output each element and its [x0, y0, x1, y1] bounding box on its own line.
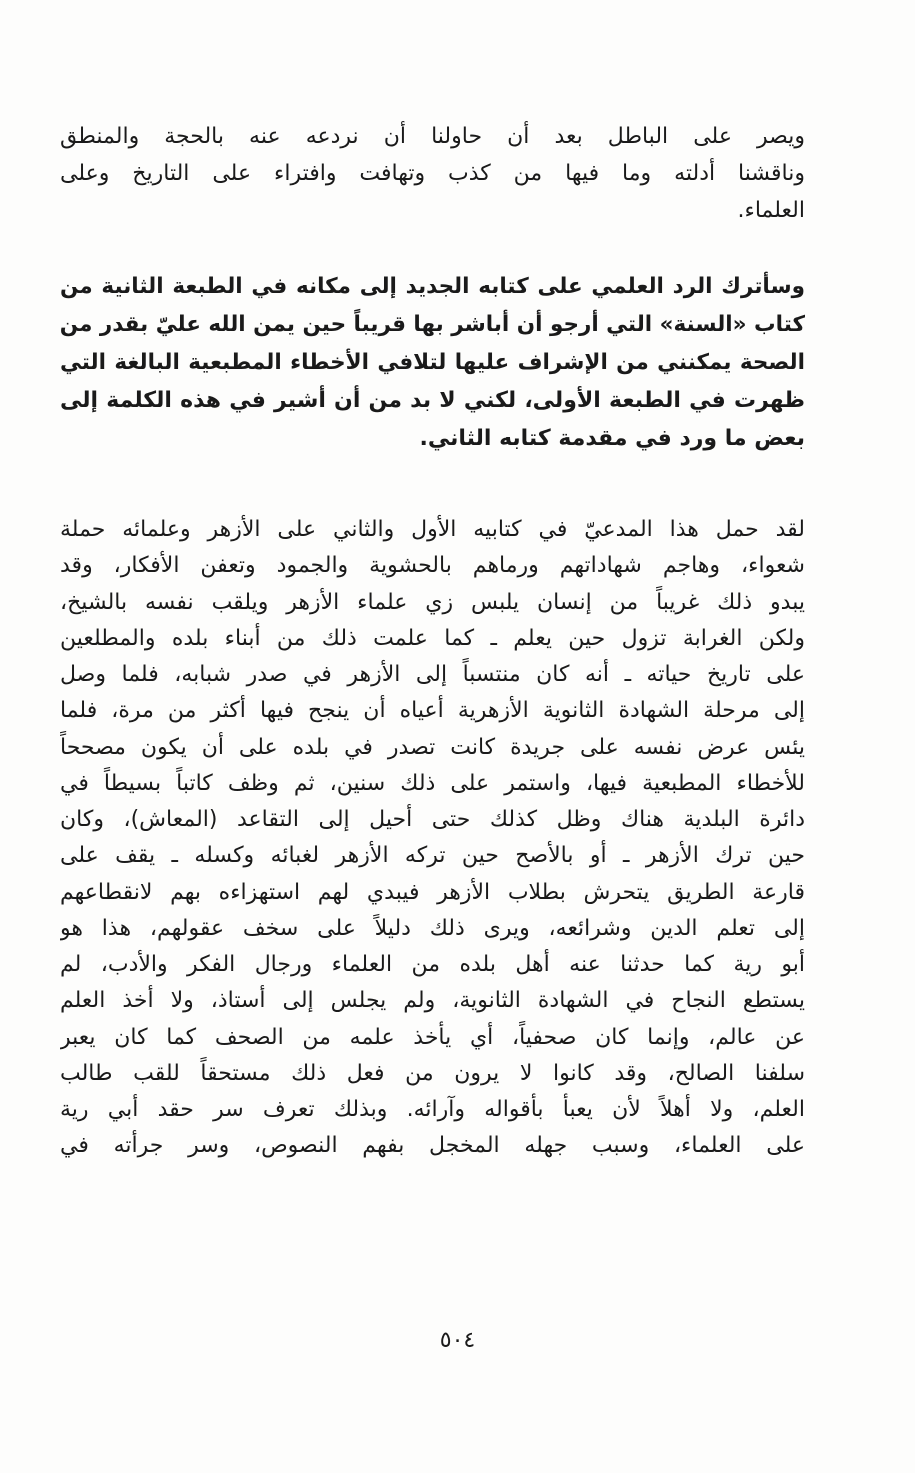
text-line: حين ترك الأزهر ـ أو بالأصح حين تركه الأزهر لغبائه وكسله ـ يقف على	[60, 843, 805, 869]
paragraph-1	[60, 118, 805, 229]
text-line: العلماء.	[737, 198, 805, 223]
text-line: على العلماء، وسبب جهله المخجل بفهم النصوص، وسر جرأته في	[60, 1133, 805, 1159]
text-line: ويصر على الباطل بعد أن حاولنا أن نردعه عنه بالحجة والمنطق	[60, 124, 805, 149]
paragraph-2-bold	[60, 268, 805, 458]
text-line: شعواء، وهاجم شهاداتهم ورماهم بالحشوية والجمود وتعفن الأفكار، وقد	[60, 553, 805, 579]
text-line: على تاريخ حياته ـ أنه كان منتسباً إلى الأزهر في صدر شبابه، فلما وصل	[60, 662, 805, 687]
text-line: وناقشنا أدلته وما فيها من كذب وتهافت وافتراء على التاريخ وعلى	[60, 161, 805, 186]
text-line: لقد حمل هذا المدعيّ في كتابيه الأول والثاني على الأزهر وعلمائه حملة	[60, 517, 805, 542]
text-line: سلفنا الصالح، وقد كانوا لا يرون من فعل ذلك مستحقاً للقب طالب	[60, 1060, 805, 1086]
text-line: دائرة البلدية هناك وظل كذلك حتى أحيل إلى التقاعد (المعاش)، وكان	[60, 807, 805, 832]
text-line: ظهرت في الطبعة الأولى، لكني لا بد من أن أشير في هذه الكلمة إلى	[60, 388, 805, 413]
paragraph-3	[60, 512, 805, 1165]
page-number: ٥٠٤	[439, 1328, 476, 1353]
text-line: إلى مرحلة الشهادة الثانوية الأزهرية أعياه أن ينجح فيها أكثر من مرة، فلما	[60, 698, 805, 724]
text-line: العلم، ولا أهلاً لأن يعبأ بأقواله وآرائه. وبذلك تعرف سر حقد أبي رية	[60, 1097, 805, 1122]
text-line: عن عالم، وإنما كان صحفياً، أي يأخذ علمه من الصحف كما كان يعبر	[60, 1024, 805, 1050]
text-line: للأخطاء المطبعية فيها، واستمر على ذلك سنين، ثم وظف كاتباً بسيطاً في	[60, 770, 805, 796]
text-line: وسأترك الرد العلمي على كتابه الجديد إلى مكانه في الطبعة الثانية من	[60, 274, 805, 299]
text-line: يبدو ذلك غريباً من إنسان يلبس زي علماء الأزهر ويلقب نفسه بالشيخ،	[60, 589, 805, 615]
text-line: يئس عرض نفسه على جريدة كانت تصدر في بلده على أن يكون مصححاً	[60, 734, 805, 760]
text-line: إلى تعلم الدين وشرائعه، ويرى ذلك دليلاً على سخف عقولهم، هذا هو	[60, 915, 805, 941]
text-line: أبو رية كما حدثنا عنه أهل بلده من العلماء ورجال الفكر والأدب، لم	[60, 952, 805, 977]
text-line: الصحة يمكنني من الإشراف عليها لتلافي الأخطاء المطبعية البالغة التي	[60, 350, 805, 375]
text-line: قارعة الطريق يتحرش بطلاب الأزهر فيبدي لهم استهزاءه بهم لانقطاعهم	[60, 879, 805, 905]
text-line: ولكن الغرابة تزول حين يعلم ـ كما علمت ذلك من أبناء بلده والمطلعين	[60, 625, 805, 651]
text-line: كتاب «السنة» التي أرجو أن أباشر بها قريباً حين يمن الله عليّ بقدر من	[60, 312, 805, 337]
text-line: بعض ما ورد في مقدمة كتابه الثاني.	[419, 426, 805, 451]
text-line: يستطع النجاح في الشهادة الثانوية، ولم يجلس إلى أستاذ، ولا أخذ العلم	[60, 988, 805, 1014]
